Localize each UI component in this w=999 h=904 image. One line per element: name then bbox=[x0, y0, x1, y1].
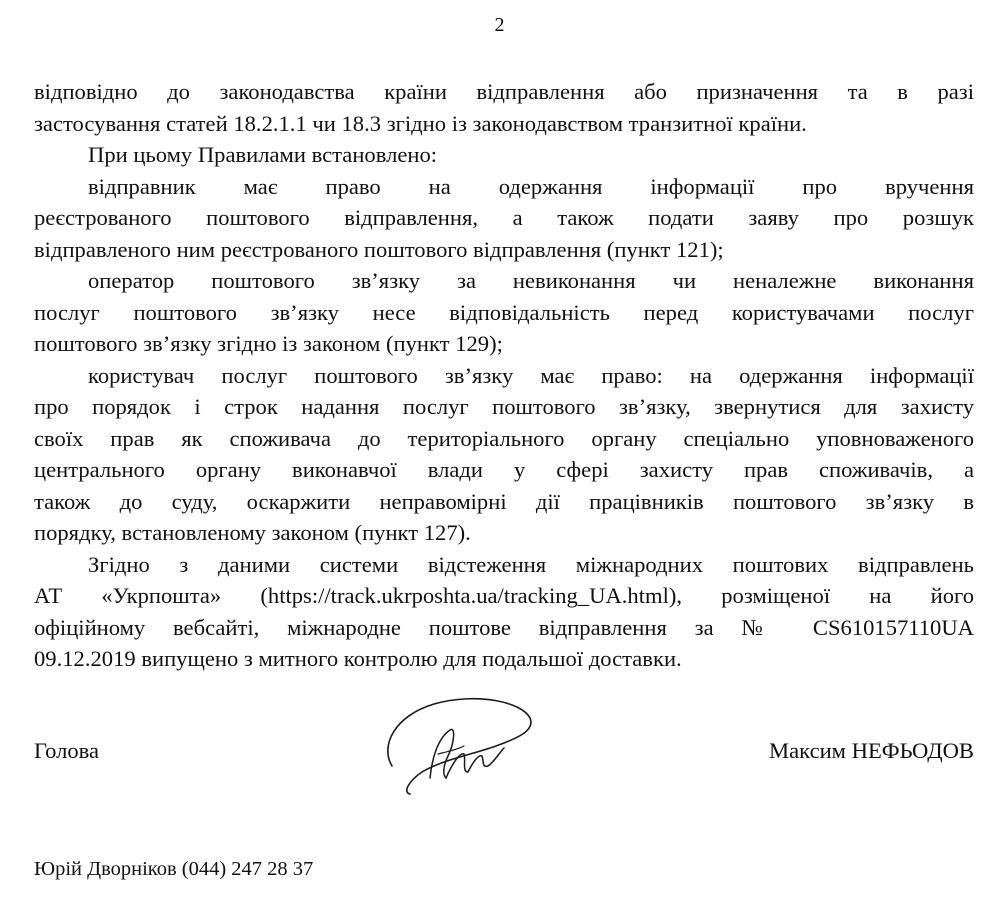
footer-contact: Юрій Дворніков (044) 247 28 37 bbox=[34, 858, 314, 880]
paragraph-line: користувач послуг поштового зв’язку має право: на одержання інформації bbox=[88, 362, 974, 388]
paragraph-line: поштового зв’язку згідно із законом (пункт 129); bbox=[34, 331, 503, 356]
page-number: 2 bbox=[494, 14, 505, 36]
letter-body bbox=[34, 76, 974, 675]
paragraph-line: відправленого ним реєстрованого поштового відправлення (пункт 121); bbox=[34, 236, 724, 262]
paragraph-line: оператор поштового зв’язку за невиконання чи неналежне виконання bbox=[88, 268, 974, 293]
paragraph-line: порядку, встановленому законом (пункт 127). bbox=[34, 520, 471, 545]
paragraph-line: застосування статей 18.2.1.1 чи 18.3 згідно із законодавством транзитної країни. bbox=[34, 110, 807, 136]
signer-name: Максим НЕФЬОДОВ bbox=[769, 738, 974, 763]
paragraph-line: своїх прав як споживача до територіального органу спеціально уповноваженого bbox=[34, 425, 974, 451]
signer-position: Голова bbox=[34, 738, 100, 763]
paragraph-line: центрального органу виконавчої влади у сфері захисту прав споживачів, а bbox=[34, 457, 974, 482]
paragraph-line: про порядок і строк надання послуг поштового зв’язку, звернутися для захисту bbox=[34, 394, 974, 419]
paragraph-line: послуг поштового зв’язку несе відповідальність перед користувачами послуг bbox=[34, 299, 974, 325]
paragraph-line: реєстрованого поштового відправлення, а також подати заяву про розшук bbox=[34, 205, 974, 230]
paragraph-line: 09.12.2019 випущено з митного контролю для подальшої доставки. bbox=[34, 646, 682, 671]
paragraph-line: АТ «Укрпошта» (https://track.ukrposhta.ua/tracking_UA.html), розміщеної на його bbox=[34, 583, 974, 608]
paragraph-line: Згідно з даними системи відстеження міжнародних поштових відправлень bbox=[88, 551, 974, 577]
paragraph-line: При цьому Правилами встановлено: bbox=[88, 142, 438, 167]
paragraph-line: офіційному вебсайті, міжнародне поштове відправлення за № CS610157110UA bbox=[34, 614, 974, 640]
paragraph-line: також до суду, оскаржити неправомірні дії працівників поштового зв’язку в bbox=[34, 488, 974, 514]
paragraph-line: відповідно до законодавства країни відправлення або призначення та в разі bbox=[34, 79, 974, 104]
paragraph-line: відправник має право на одержання інформації про вручення bbox=[88, 173, 974, 199]
handwritten-signature bbox=[372, 694, 542, 799]
